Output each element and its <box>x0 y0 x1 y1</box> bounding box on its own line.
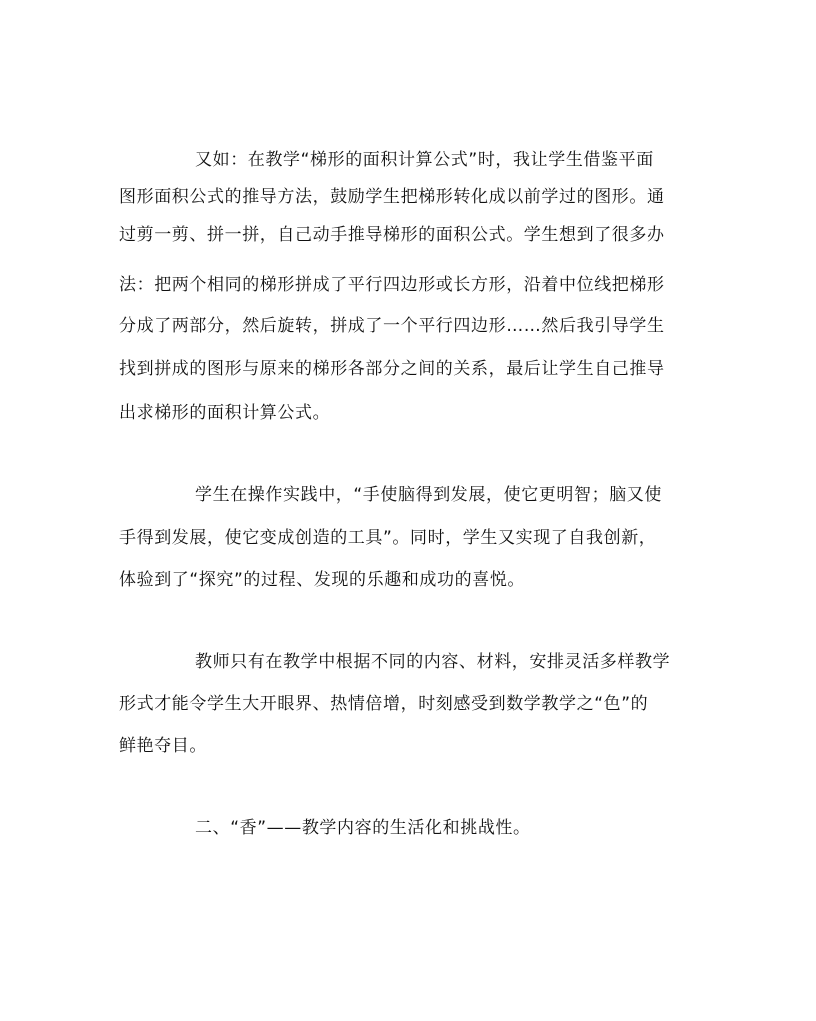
text-line: 又如：在教学“梯形的面积计算公式”时，我让学生借鉴平面 <box>195 150 654 170</box>
heading-line: 二、“香”——教学内容的生活化和挑战性。 <box>195 818 531 838</box>
text-line: 出求梯形的面积计算公式。 <box>119 403 331 423</box>
text-line: 形式才能令学生大开眼界、热情倍增，时刻感受到数学教学之“色”的 <box>119 694 649 714</box>
text-line: 教师只有在教学中根据不同的内容、材料，安排灵活多样教学 <box>195 652 671 672</box>
text-line: 学生在操作实践中，“手使脑得到发展，使它更明智；脑又使 <box>195 485 663 505</box>
text-line: 手得到发展，使它变成创造的工具”。同时，学生又实现了自我创新， <box>119 528 657 548</box>
text-line: 图形面积公式的推导方法，鼓励学生把梯形转化成以前学过的图形。通 <box>119 187 665 207</box>
text-line: 分成了两部分，然后旋转，拼成了一个平行四边形……然后我引导学生 <box>119 316 665 336</box>
text-line: 法：把两个相同的梯形拼成了平行四边形或长方形，沿着中位线把梯形 <box>119 275 665 295</box>
text-line: 找到拼成的图形与原来的梯形各部分之间的关系，最后让学生自己推导 <box>119 359 665 379</box>
text-line: 鲜艳夺目。 <box>119 736 207 756</box>
text-line: 体验到了“探究”的过程、发现的乐趣和成功的喜悦。 <box>119 570 526 590</box>
text-line: 过剪一剪、拼一拼，自己动手推导梯形的面积公式。学生想到了很多办 <box>119 225 665 245</box>
